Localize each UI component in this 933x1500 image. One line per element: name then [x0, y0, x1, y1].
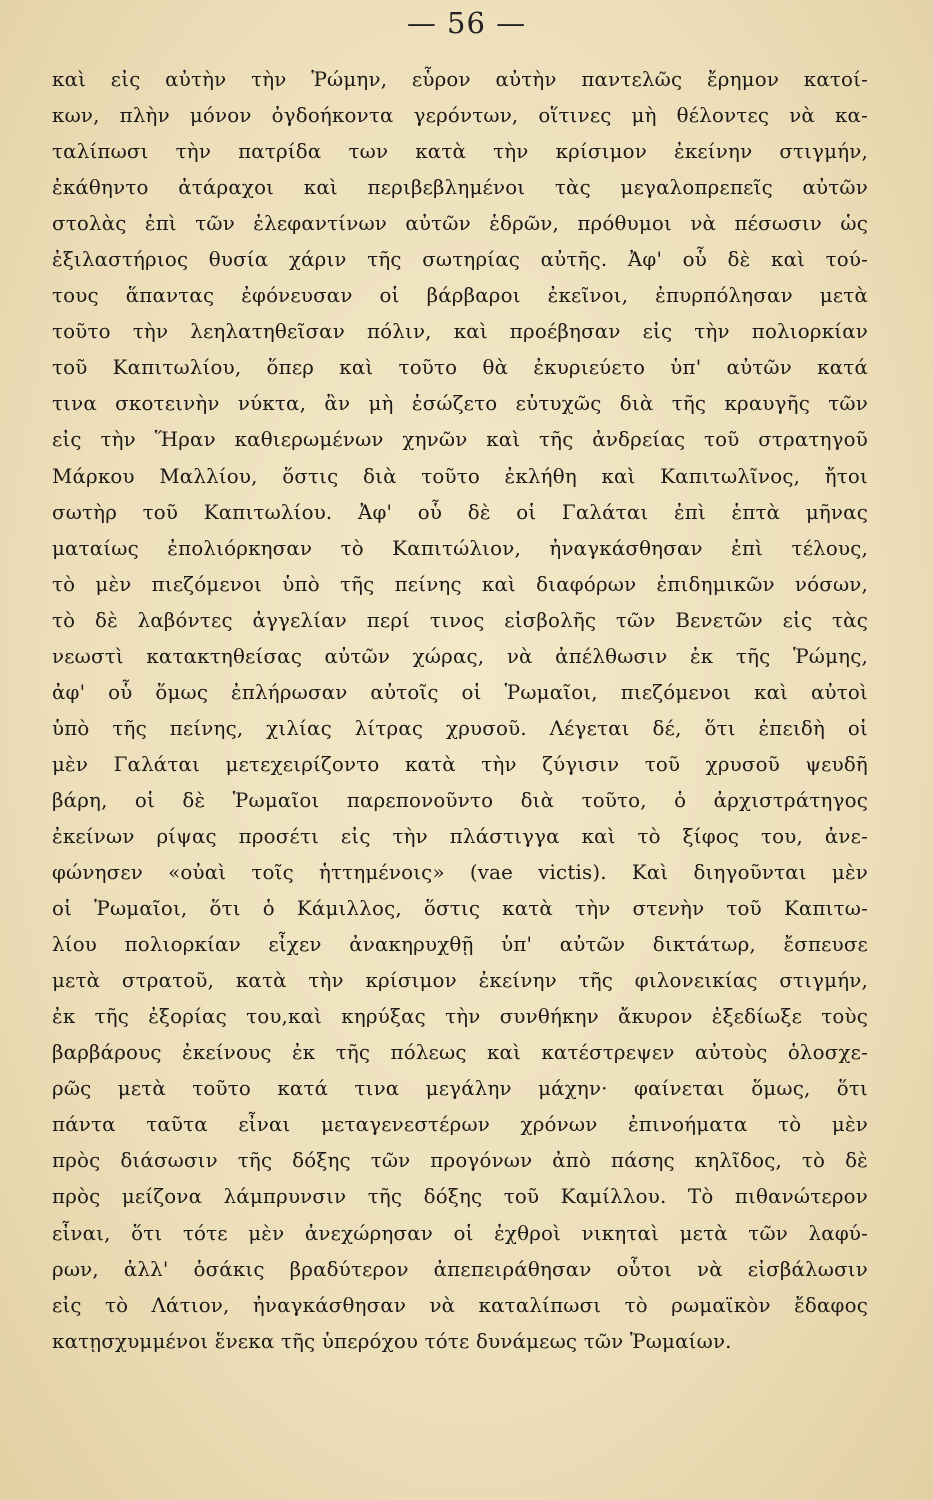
text-line: τὸ δὲ λαβόντες ἀγγελίαν περί τινος εἰσβολῆς τῶν Βενετῶν εἰς τὰς — [52, 608, 868, 632]
text-line: στολὰς ἐπὶ τῶν ἐλεφαντίνων αὐτῶν ἑδρῶν, πρόθυμοι νὰ πέσωσιν ὡς — [52, 212, 868, 236]
text-line: εἰς τὴν Ἥραν καθιερωμένων χηνῶν καὶ τῆς ἀνδρείας τοῦ στρατηγοῦ — [52, 428, 868, 452]
text-line: μετὰ στρατοῦ, κατὰ τὴν κρίσιμον ἐκείνην τῆς φιλονεικίας στιγμήν, — [52, 969, 868, 993]
text-line: τους ἅπαντας ἐφόνευσαν οἱ βάρβαροι ἐκεῖνοι, ἐπυρπόλησαν μετὰ — [52, 284, 868, 308]
text-line: ἀφ' οὗ ὅμως ἐπλήρωσαν αὐτοῖς οἱ Ῥωμαῖοι, πιεζόμενοι καὶ αὐτοὶ — [52, 680, 868, 704]
text-line: μὲν Γαλάται μετεχειρίζοντο κατὰ τὴν ζύγισιν τοῦ χρυσοῦ ψευδῆ — [52, 752, 868, 776]
text-line: ρῶς μετὰ τοῦτο κατά τινα μεγάλην μάχην· φαίνεται ὅμως, ὅτι — [52, 1077, 868, 1101]
text-line: κατῃσχυμμένοι ἕνεκα τῆς ὑπερόχου τότε δυνάμεως τῶν Ῥωμαίων. — [52, 1329, 732, 1353]
text-line: νεωστὶ κατακτηθείσας αὐτῶν χώρας, νὰ ἀπέλθωσιν ἐκ τῆς Ῥώμης, — [52, 644, 868, 668]
text-line: τινα σκοτεινὴν νύκτα, ἂν μὴ ἐσώζετο εὐτυχῶς διὰ τῆς κραυγῆς τῶν — [52, 392, 868, 416]
text-line: ρων, ἀλλ' ὁσάκις βραδύτερον ἀπεπειράθησαν οὗτοι νὰ εἰσβάλωσιν — [52, 1257, 868, 1281]
text-line: καὶ εἰς αὐτὴν τὴν Ῥώμην, εὗρον αὐτὴν παντελῶς ἔρημον κατοί- — [52, 68, 868, 91]
text-line: ὑπὸ τῆς πείνης, χιλίας λίτρας χρυσοῦ. Λέγεται δέ, ὅτι ἐπειδὴ οἱ — [52, 716, 868, 740]
text-line: λίου πολιορκίαν εἶχεν ἀνακηρυχθῇ ὑπ' αὐτῶν δικτάτωρ, ἔσπευσε — [52, 933, 868, 957]
body-text — [52, 62, 868, 1360]
text-line: κων, πλὴν μόνον ὀγδοήκοντα γερόντων, οἵτινες μὴ θέλοντες νὰ κα- — [52, 104, 868, 128]
text-line: τοῦτο τὴν λεηλατηθεῖσαν πόλιν, καὶ προέβησαν εἰς τὴν πολιορκίαν — [52, 320, 868, 344]
text-line: Μάρκου Μαλλίου, ὅστις διὰ τοῦτο ἐκλήθη καὶ Καπιτωλῖνος, ἤτοι — [52, 464, 868, 488]
text-line: πρὸς μείζονα λάμπρυνσιν τῆς δόξης τοῦ Καμίλλου. Τὸ πιθανώτερον — [52, 1185, 868, 1209]
text-line: τὸ μὲν πιεζόμενοι ὑπὸ τῆς πείνης καὶ διαφόρων ἐπιδημικῶν νόσων, — [52, 572, 868, 596]
text-line: ματαίως ἐπολιόρκησαν τὸ Καπιτώλιον, ἠναγκάσθησαν ἐπὶ τέλους, — [52, 536, 868, 560]
text-line: πρὸς διάσωσιν τῆς δόξης τῶν προγόνων ἀπὸ πάσης κηλῖδος, τὸ δὲ — [52, 1149, 868, 1173]
text-line: ἐκ τῆς ἐξορίας του,καὶ κηρύξας τὴν συνθήκην ἄκυρον ἐξεδίωξε τοὺς — [52, 1005, 868, 1029]
text-line: ἐκείνων ρίψας προσέτι εἰς τὴν πλάστιγγα καὶ τὸ ξίφος του, ἀνε- — [52, 824, 868, 848]
text-line: πάντα ταῦτα εἶναι μεταγενεστέρων χρόνων ἐπινοήματα τὸ μὲν — [52, 1113, 868, 1137]
text-line: βαρβάρους ἐκείνους ἐκ τῆς πόλεως καὶ κατέστρεψεν αὐτοὺς ὁλοσχε- — [52, 1041, 868, 1065]
text-line: ἐκάθηντο ἀτάραχοι καὶ περιβεβλημένοι τὰς μεγαλοπρεπεῖς αὐτῶν — [52, 176, 868, 200]
text-line: εἶναι, ὅτι τότε μὲν ἀνεχώρησαν οἱ ἐχθροὶ νικηταὶ μετὰ τῶν λαφύ- — [52, 1221, 868, 1245]
text-line: ταλίπωσι τὴν πατρίδα των κατὰ τὴν κρίσιμον ἐκείνην στιγμήν, — [52, 140, 868, 164]
text-line: σωτὴρ τοῦ Καπιτωλίου. Ἀφ' οὗ δὲ οἱ Γαλάται ἐπὶ ἑπτὰ μῆνας — [52, 500, 868, 524]
text-line: βάρη, οἱ δὲ Ῥωμαῖοι παρεπονοῦντο διὰ τοῦτο, ὁ ἀρχιστράτηγος — [52, 788, 868, 812]
text-line: εἰς τὸ Λάτιον, ἠναγκάσθησαν νὰ καταλίπωσι τὸ ρωμαϊκὸν ἔδαφος — [52, 1293, 868, 1317]
page-number: — 56 — — [406, 6, 527, 40]
text-line: ἐξιλαστήριος θυσία χάριν τῆς σωτηρίας αὐτῆς. Ἀφ' οὗ δὲ καὶ τού- — [52, 248, 868, 272]
text-line: τοῦ Καπιτωλίου, ὅπερ καὶ τοῦτο θὰ ἐκυριεύετο ὑπ' αὐτῶν κατά — [52, 356, 868, 380]
text-line: οἱ Ῥωμαῖοι, ὅτι ὁ Κάμιλλος, ὅστις κατὰ τὴν στενὴν τοῦ Καπιτω- — [52, 897, 868, 921]
text-line: φώνησεν «οὐαὶ τοῖς ἡττημένοις» (vae victis). Καὶ διηγοῦνται μὲν — [52, 861, 868, 885]
